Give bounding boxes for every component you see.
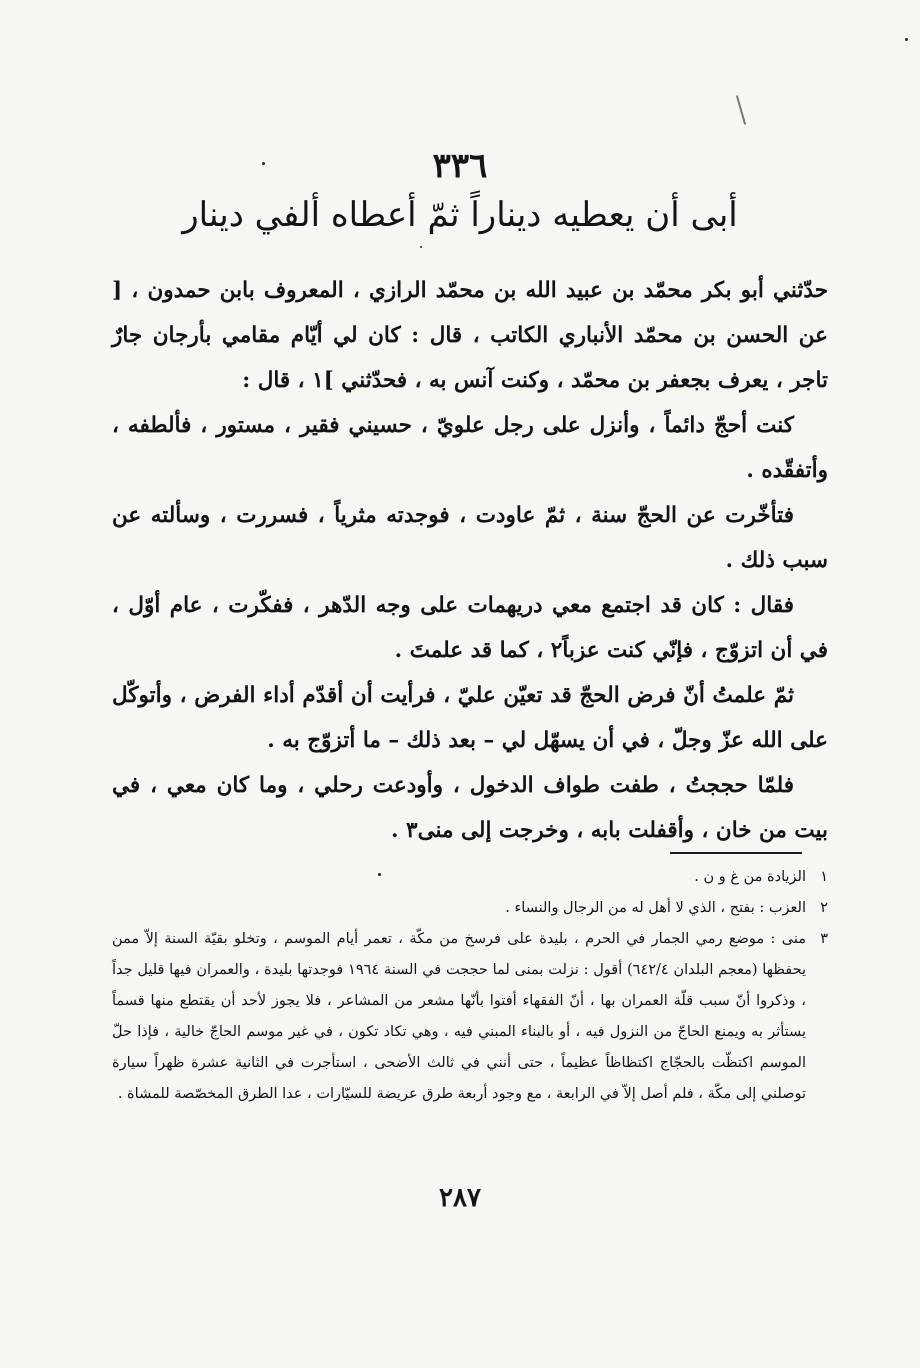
paragraph: فتأخّرت عن الحجّ سنة ، ثمّ عاودت ، فوجدته مثرياً ، فسررت ، وسألته عن سبب ذلك . <box>112 503 828 573</box>
main-text <box>112 268 828 853</box>
footnote-number: ٣ <box>820 931 828 947</box>
footnotes <box>112 862 828 1110</box>
footnote-text: العزب : بفتح ، الذي لا أهل له من الرجال والنساء . <box>505 900 806 916</box>
footnote-text: الزيادة من غ و ن . <box>694 869 806 885</box>
paragraph: فقال : كان قد اجتمع معي دريهمات على وجه الدّهر ، ففكّرت ، عام أوّل ، في أن اتزوّج ، فإنّي كنت عزباً٢ ، كما قد علمتَ . <box>112 593 828 663</box>
footnote-separator <box>670 852 802 854</box>
ink-speck <box>905 38 908 41</box>
footnote <box>112 862 828 893</box>
paragraph: فلمّا حججتُ ، طفت طواف الدخول ، وأودعت رحلي ، وما كان معي ، في بيت من خان ، وأقفلت بابه ، وخرجت إلى منى٣ . <box>112 773 828 843</box>
footnote-text: منى : موضع رمي الجمار في الحرم ، بليدة على فرسخ من مكّة ، تعمر أيام الموسم ، وتخلو بقيّة السنة إلاّ ممن يحفظها (معجم البلدان ٦٤٢/٤) أقول : نزلت بمنى لما حججت في السنة ١٩٦٤ فوجدتها بليدة ، والعمران فيها قليل جداً ، وذكروا أنّ سبب قلّة العمران بها ، أنّ الفقهاء أفتوا بأنّها مشعر من المشاعر ، فلا يجوز لأحد أن يقتطع منها قسماً يستأثر به ويمنع الحاجّ من النزول فيه ، أو بالبناء المبني فيه ، وهي تكاد تكون ، في غير موسم الحاجّ خالية ، فإذا حلّ الموسم اكتظّت بالحجّاج اكتظاظاً عظيماً ، حتى أنني في ثالث الأضحى ، استأجرت في الثانية عشرة ظهراً سيارة توصلني إلى مكّة ، فلم أصل إلاّ في الرابعة ، مع وجود أربعة طرق عريضة للسيّارات ، عدا الطرق المخصّصة للمشاة . <box>112 931 806 1102</box>
page-number: ٢٨٧ <box>439 1183 481 1213</box>
footnote-number: ١ <box>820 869 828 885</box>
ink-speck <box>420 246 422 248</box>
story-number: ٣٣٦ <box>432 146 488 186</box>
footnote-number: ٢ <box>820 900 828 916</box>
margin-mark <box>736 95 746 124</box>
footnote <box>112 893 828 924</box>
story-title: أبى أن يعطيه ديناراً ثمّ أعطاه ألفي دينار <box>182 195 738 235</box>
footnote <box>112 924 828 1110</box>
paragraph: كنت أحجّ دائماً ، وأنزل على رجل علويّ ، حسيني فقير ، مستور ، فألطفه ، وأتفقّده . <box>112 413 828 483</box>
paragraph: ثمّ علمتُ أنّ فرض الحجّ قد تعيّن عليّ ، فرأيت أن أقدّم أداء الفرض ، وأتوكّل على الله عزّ وجلّ ، في أن يسهّل لي – بعد ذلك – ما أتزوّج به . <box>112 683 828 753</box>
paragraph: حدّثني أبو بكر محمّد بن عبيد الله بن محمّد الرازي ، المعروف بابن حمدون ، [ عن الحسن بن محمّد الأنباري الكاتب ، قال : كان لي أيّام مقامي بأرجان جارٌ تاجر ، يعرف بجعفر بن محمّد ، وكنت آنس به ، فحدّثني ]١ ، قال : <box>112 278 828 393</box>
